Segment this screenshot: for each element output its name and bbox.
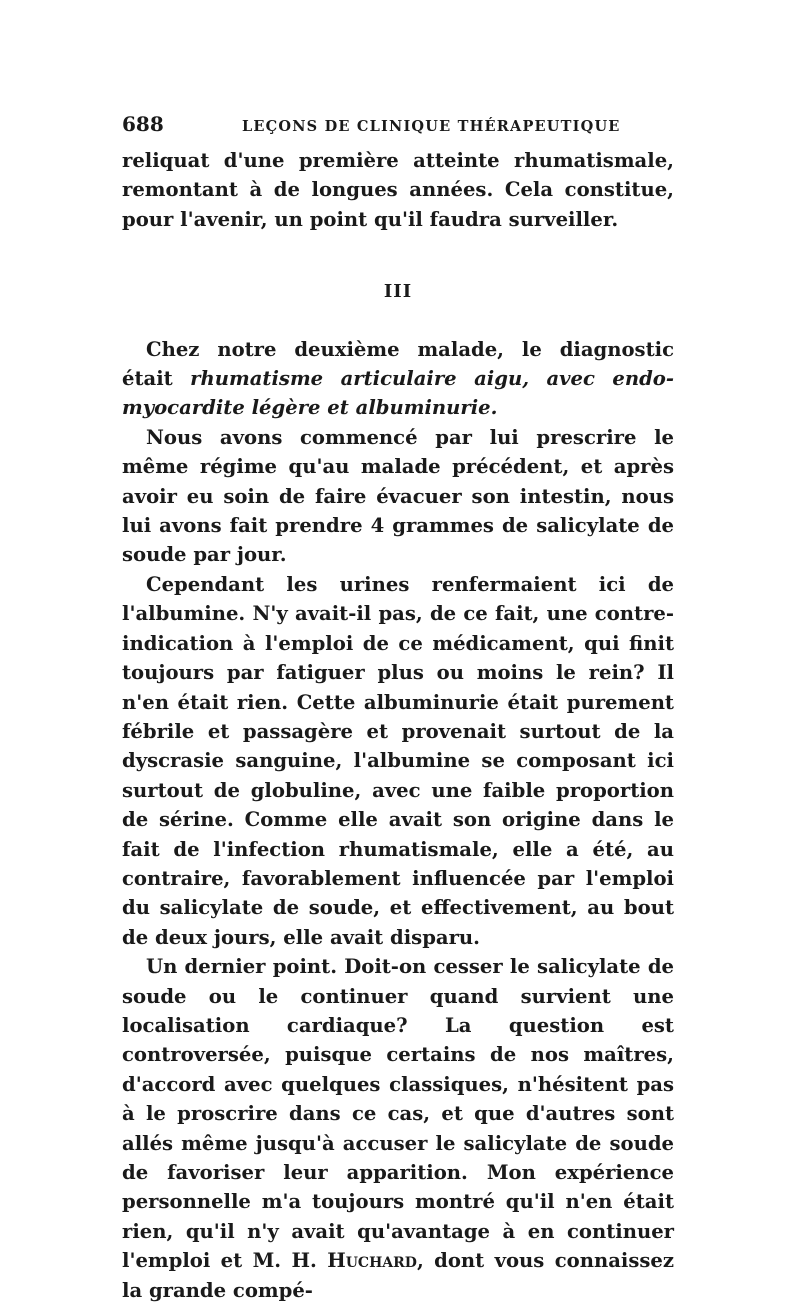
paragraph-treatment: Nous avons commencé par lui prescrire le même régime qu'au malade précédent, et après avoir eu soin de faire évacuer son intestin, nous lui avons fait prendre 4 grammes de salicylate de soude par jour. [122,425,674,567]
diagnosis-italic: rhumatisme articulaire aigu, avec endo-myocardite légère et albuminurie. [122,367,675,420]
paragraph-last-point-text: Un dernier point. Doit-on cesser le salicylate de soude ou le continuer quand survient une localisation cardiaque? La question est controversée, puisque certains de nos maîtres, d'accord avec quelques classiques, n'hésitent pas à le proscrire dans ce cas, et que d'autres sont allés même jusqu'à accuser le salicylate de soude de favoriser leur apparition. Mon expérience personnelle m'a toujours montré qu'il n'en était rien, qu'il n'y avait qu'avantage à en continuer l'emploi et M. H. [122,955,674,1273]
paragraph-albumin: Cependant les urines renfermaient ici de l'albumine. N'y avait-il pas, de ce fait, une contre-indication à l'emploi de ce médicament, qui finit toujours par fatiguer plus ou moins le rein? Il n'en était rien. Cette albuminurie était purement fébrile et passagère et provenait surtout de la dyscrasie sanguine, l'albumine se composant ici surtout de globuline, avec une faible proportion de sérine. Comme elle avait son origine dans le fait de l'infection rhumatismale, elle a été, au contraire, favorablement influencée par l'emploi du salicylate de soude, et effectivement, au bout de deux jours, elle avait disparu. [122,572,674,949]
page-number: 688 [122,112,164,136]
author-name: Huchard [327,1249,417,1273]
paragraph-continuation: reliquat d'une première atteinte rhumatismale, remontant à de longues années. Cela constitue, pour l'avenir, un point qu'il faudra surveiller. [122,149,674,231]
paragraph-last-point-end: , dont vous connaissez la grande compé- [122,1249,674,1302]
page-header [122,112,674,146]
body-text [122,146,674,1305]
paragraph-diagnosis-text: Chez notre deuxième malade, le diagnostic était [122,337,674,391]
book-page [122,112,674,1305]
paragraph-last-point [122,952,674,1305]
running-head: LEÇONS DE CLINIQUE THÉRAPEUTIQUE [242,118,621,135]
section-heading: III [383,281,413,303]
paragraph-diagnosis [122,335,674,423]
